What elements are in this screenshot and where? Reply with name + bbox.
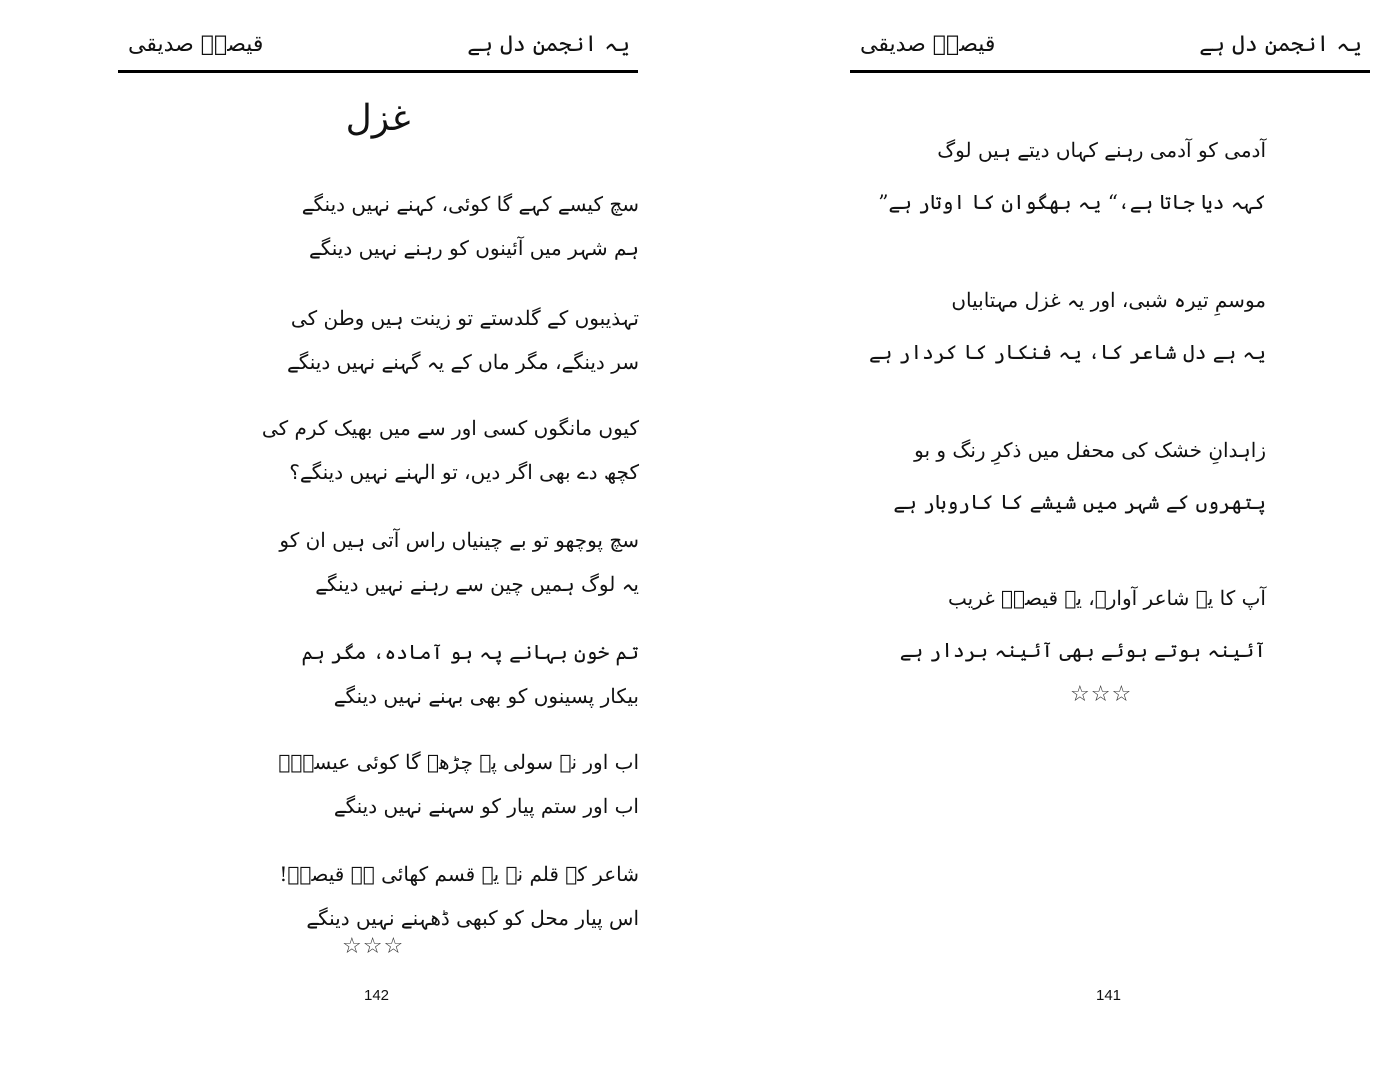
stanza-7 [279,852,639,940]
page-number: 141 [1096,987,1122,1004]
verse-line: شاعر کے قلم نے یہ قسم کھائی ہے قیصرؔ! [279,862,639,886]
verse-line: موسمِ تیرہ شبی، اور یہ غزل مہتابیاں [951,288,1266,312]
header-author: قیصرؔ صدیقی [128,32,264,57]
verse-line: یہ لوگ ہمیں چین سے رہنے نہیں دینگے [315,572,639,596]
verse-line: اس پیار محل کو کبھی ڈھہنے نہیں دینگے [306,906,639,930]
stanza-1 [302,182,639,270]
verse-line: کیوں مانگوں کسی اور سے میں بھیک کرم کی [261,416,639,440]
stanza-2 [287,296,639,384]
star-ornament: ☆☆☆ [1070,682,1133,707]
stanza-4 [900,572,1266,676]
right-page [850,0,1370,1080]
header-book-title: یہ انجمن دل ہے [1199,32,1362,57]
verse-line: تہذیبوں کے گلدستے تو زینت ہیں وطن کی [290,306,639,330]
stanza-2 [869,274,1266,378]
left-page [118,0,638,1080]
verse-line: زاہدانِ خشک کی محفل میں ذکرِ رنگ و بو [914,438,1266,462]
stanza-1 [878,124,1266,228]
verse-line: سر دینگے، مگر ماں کے یہ گہنے نہیں دینگے [286,350,639,374]
verse-line: کچھ دے بھی اگر دیں، تو الہنے نہیں دینگے؟ [289,460,639,484]
verse-line: سچ پوچھو تو بے چینیاں راس آتی ہیں ان کو [279,528,639,552]
header-rule [850,70,1370,73]
running-header [850,26,1370,74]
verse-line: سچ کیسے کہے گا کوئی، کہنے نہیں دینگے [301,192,639,216]
verse-line: پتھروں کے شہر میں شیشے کا کاروبار ہے [893,490,1266,514]
page-number: 142 [364,987,390,1004]
header-author: قیصرؔ صدیقی [860,32,996,57]
verse-line: کہہ دیا جاتا ہے،“ یہ بھگوان کا اوتار ہے” [878,190,1266,214]
running-header [118,26,638,74]
verse-line: بیکار پسینوں کو بھی بہنے نہیں دینگے [333,684,639,708]
verse-line: تم خون بہانے پہ ہو آمادہ، مگر ہم [301,640,639,664]
verse-line: اب اور نہ سولی پہ چڑھے گا کوئی عیسیٰؑ [278,750,639,774]
stanza-6 [278,740,639,828]
stanza-3 [893,424,1266,528]
poem-heading: غزل [345,98,411,139]
header-rule [118,70,638,73]
header-book-title: یہ انجمن دل ہے [467,32,630,57]
verse-line: آپ کا یہ شاعر آوارہ، یہ قیصرؔ غریب [948,586,1266,610]
star-ornament: ☆☆☆ [342,934,405,959]
verse-line: آئینہ ہوتے ہوئے بھی آئینہ بردار ہے [899,638,1266,662]
verse-line: اب اور ستم پیار کو سہنے نہیں دینگے [333,794,639,818]
verse-line: ہم شہر میں آئینوں کو رہنے نہیں دینگے [308,236,639,260]
stanza-3 [262,406,639,494]
stanza-5 [302,630,639,718]
verse-line: یہ ہے دل شاعر کا، یہ فنکار کا کردار ہے [868,340,1266,364]
verse-line: آدمی کو آدمی رہنے کہاں دیتے ہیں لوگ [937,138,1266,162]
stanza-4 [279,518,639,606]
